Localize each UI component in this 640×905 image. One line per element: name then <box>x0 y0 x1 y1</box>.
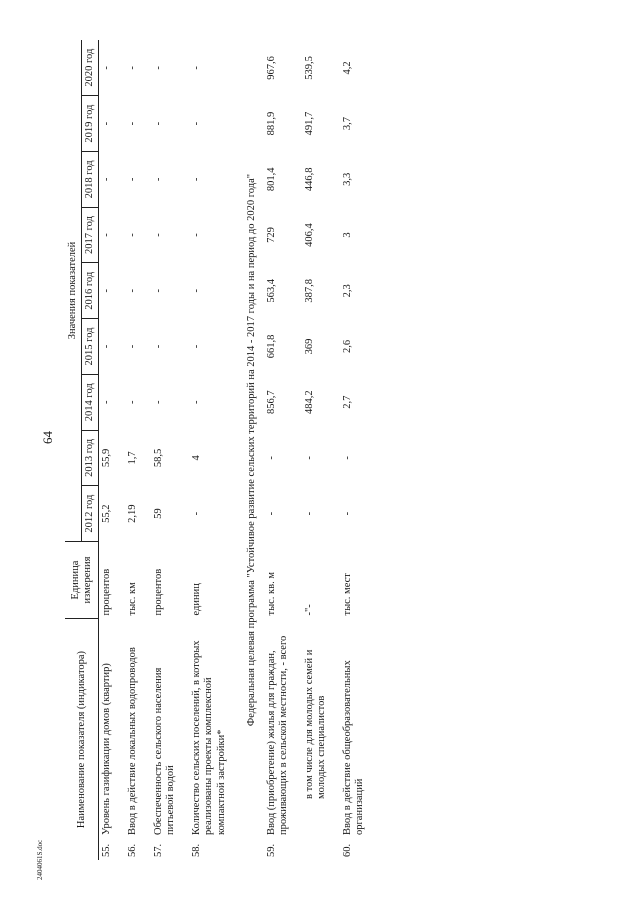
unit-cell: -"- <box>303 604 315 616</box>
page-number: 64 <box>40 431 55 444</box>
value-cell: - <box>191 233 203 237</box>
table-row <box>264 40 292 860</box>
value-cell: 2,19 <box>127 504 139 523</box>
value-cell: 4 <box>191 455 203 461</box>
value-cell: 729 <box>265 227 277 243</box>
table-row <box>340 40 368 860</box>
value-cell: - <box>191 289 203 293</box>
value-cell: 856,7 <box>265 390 277 415</box>
value-cell: 3,3 <box>341 172 353 186</box>
value-cell: 801,4 <box>265 167 277 192</box>
value-cell: - <box>191 66 203 70</box>
header-year: 2017 год <box>82 207 99 263</box>
row-number: 56. <box>127 843 139 857</box>
value-cell: - <box>191 121 203 126</box>
indicator-label: Ввод (приобретение) жилья для граждан, проживающих в сельской местности, - всего <box>265 635 289 835</box>
value-cell: 563,4 <box>265 278 277 303</box>
value-cell: 55,9 <box>101 448 113 468</box>
row-number: 57. <box>153 843 165 857</box>
header-year: 2016 год <box>82 263 99 319</box>
table-body-1 <box>99 40 240 860</box>
value-cell: - <box>191 177 203 182</box>
value-cell: - <box>101 344 113 349</box>
value-cell: - <box>101 177 113 182</box>
value-cell: - <box>341 456 353 460</box>
value-cell: - <box>127 66 139 70</box>
value-cell: - <box>191 511 203 516</box>
indicators-table <box>65 40 378 860</box>
value-cell: 881,9 <box>265 111 277 136</box>
indicator-name <box>340 619 368 861</box>
value-cell: 539,5 <box>303 56 315 80</box>
value-cell: 2,7 <box>341 395 353 409</box>
value-cell: - <box>127 344 139 349</box>
value-cell: 55,2 <box>101 504 113 523</box>
value-cell: - <box>153 121 165 126</box>
value-cell: - <box>127 177 139 182</box>
value-cell: 446,8 <box>303 167 315 192</box>
value-cell: - <box>303 456 315 460</box>
header-year: 2020 год <box>82 40 99 96</box>
value-cell: - <box>153 344 165 349</box>
value-cell: 58,5 <box>153 448 165 468</box>
row-number: 60. <box>341 843 353 857</box>
indicator-name <box>99 619 116 861</box>
header-year: 2012 год <box>82 486 99 542</box>
unit-cell: процентов <box>101 568 113 616</box>
value-cell: 661,8 <box>265 334 277 359</box>
header-year: 2015 год <box>82 319 99 375</box>
value-cell: - <box>153 177 165 182</box>
indicator-name <box>302 619 330 861</box>
value-cell: - <box>153 233 165 237</box>
value-cell: 3,7 <box>341 117 353 131</box>
indicator-label: Ввод в действие локальных водопроводов <box>127 647 139 835</box>
unit-cell: единиц <box>191 583 203 616</box>
indicator-name <box>189 619 229 861</box>
table-row <box>151 40 179 860</box>
header-year: 2014 год <box>82 374 99 430</box>
value-cell: 369 <box>303 338 315 355</box>
indicator-label: Обеспеченность сельского населения питьевой водой <box>153 667 177 835</box>
value-cell: - <box>101 66 113 70</box>
value-cell: - <box>127 121 139 126</box>
indicator-label: Количество сельских поселений, в которых реализованы проекты комплексной компактной застройки* <box>191 640 227 835</box>
unit-cell: тыс. мест <box>341 573 353 616</box>
table-body-2 <box>264 40 378 860</box>
value-cell: 387,8 <box>303 278 315 303</box>
value-cell: - <box>303 511 315 516</box>
footer-filename: 2404061S.doc <box>36 839 44 880</box>
value-cell: 4,2 <box>341 61 353 75</box>
value-cell: 491,7 <box>303 111 315 136</box>
value-cell: - <box>101 121 113 126</box>
value-cell: - <box>101 400 113 404</box>
value-cell: - <box>127 233 139 237</box>
value-cell: 2,3 <box>341 284 353 298</box>
value-cell: - <box>341 511 353 516</box>
unit-cell: тыс. кв. м <box>265 571 277 616</box>
indicator-label: Ввод в действие общеобразовательных организаций <box>341 660 365 835</box>
rotated-table-page <box>65 40 585 860</box>
value-cell: 2,6 <box>341 339 353 354</box>
table-row <box>189 40 229 860</box>
value-cell: 59 <box>153 508 165 519</box>
value-cell: - <box>191 400 203 404</box>
value-cell: - <box>101 233 113 237</box>
value-cell: - <box>153 400 165 404</box>
unit-cell: тыс. км <box>127 582 139 616</box>
value-cell: - <box>153 289 165 293</box>
unit-cell: процентов <box>153 568 165 616</box>
header-year: 2018 год <box>82 151 99 207</box>
value-cell: - <box>127 289 139 293</box>
indicator-name <box>125 619 141 861</box>
value-cell: - <box>127 400 139 404</box>
header-year: 2019 год <box>82 96 99 152</box>
value-cell: - <box>153 66 165 70</box>
header-values-group: Значения показателей <box>65 40 82 542</box>
value-cell: - <box>191 344 203 349</box>
header-name-col: Наименование показателя (индикатора) <box>65 619 99 861</box>
indicator-label: Уровень газификации домов (квартир) <box>101 663 113 835</box>
value-cell: 484,2 <box>303 390 315 415</box>
row-number: 59. <box>265 843 277 857</box>
value-cell: 1,7 <box>127 451 139 465</box>
row-number: 58. <box>191 843 203 857</box>
table-row <box>125 40 141 860</box>
header-year: 2013 год <box>82 430 99 486</box>
value-cell: 967,6 <box>265 56 277 80</box>
value-cell: 3 <box>341 232 353 238</box>
indicator-name <box>264 619 292 861</box>
value-cell: - <box>101 289 113 293</box>
table-row <box>99 40 116 860</box>
value-cell: - <box>265 456 277 460</box>
section-title: Федеральная целевая программа "Устойчивое развитие сельских территорий на 2014 - 2017 годы и на период до 2020 года" <box>245 173 257 727</box>
header-unit-col: Единица измерения <box>65 542 99 619</box>
indicator-label: в том числе для молодых семей и молодых специалистов <box>303 649 327 799</box>
row-number: 55. <box>101 843 113 857</box>
table-row <box>302 40 330 860</box>
value-cell: - <box>265 511 277 516</box>
value-cell: 406,4 <box>303 223 315 247</box>
indicator-name <box>151 619 179 861</box>
